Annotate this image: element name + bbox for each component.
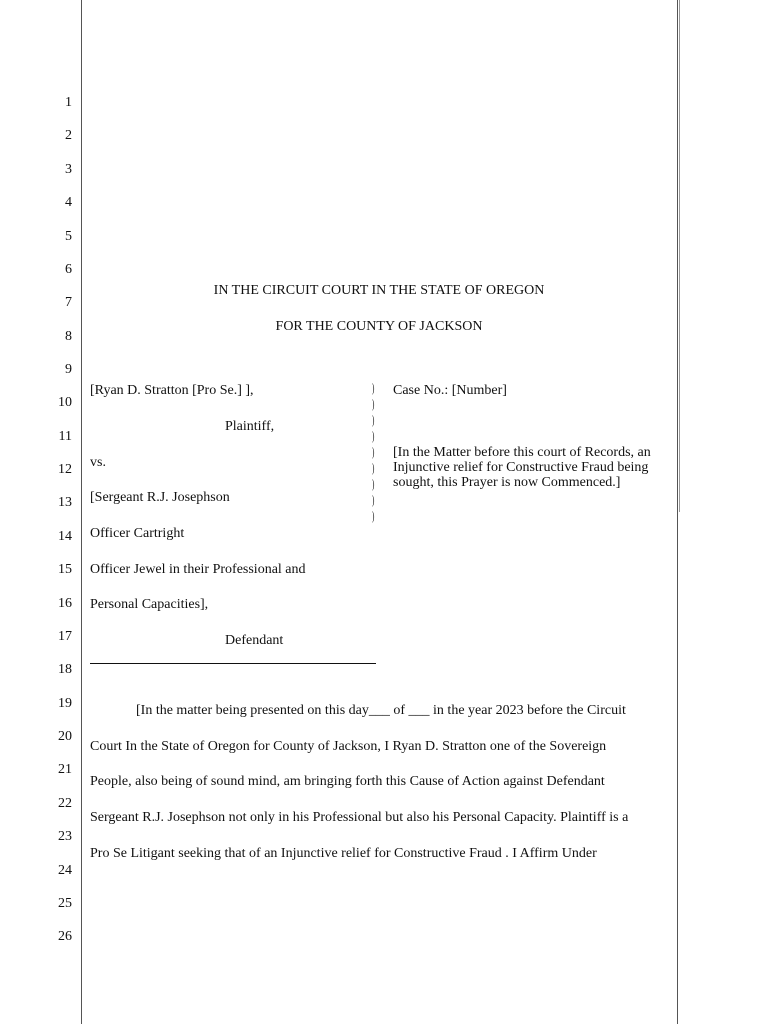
line-number: 22 [58, 796, 72, 811]
defendant-line: Personal Capacities], [90, 597, 209, 612]
line-number: 19 [58, 696, 72, 711]
line-number: 11 [58, 429, 72, 444]
line-number: 9 [65, 362, 72, 377]
line-number: 4 [65, 195, 72, 210]
line-number: 8 [65, 329, 72, 344]
line-number: 23 [58, 829, 72, 844]
line-number: 21 [58, 762, 72, 777]
line-number: 16 [58, 596, 72, 611]
line-number: 24 [58, 863, 72, 878]
versus-label: vs. [90, 455, 106, 470]
line-number: 12 [58, 462, 72, 477]
left-margin-rule [81, 0, 82, 1024]
matter-description: [In the Matter before this court of Records, an Injunctive relief for Constructive Fraud being sought, this Prayer is now Commenced.] [393, 445, 651, 490]
body-line: [In the matter being presented on this day___ of ___ in the year 2023 before the Circuit [136, 703, 626, 718]
body-line: Sergeant R.J. Josephson not only in his Professional but also his Personal Capacity. Plaintiff is a [90, 810, 629, 825]
line-number: 10 [58, 395, 72, 410]
line-number: 13 [58, 495, 72, 510]
line-number: 7 [65, 295, 72, 310]
right-margin-rule-secondary [679, 0, 680, 512]
defendant-line: [Sergeant R.J. Josephson [90, 490, 230, 505]
body-line: Court In the State of Oregon for County of Jackson, I Ryan D. Stratton one of the Sovereign [90, 739, 607, 754]
line-number: 3 [65, 162, 72, 177]
defendant-line: Officer Cartright [90, 526, 185, 541]
caption-underline [90, 663, 376, 664]
right-margin-rule [677, 0, 678, 1024]
line-number: 26 [58, 929, 72, 944]
body-line: People, also being of sound mind, am bringing forth this Cause of Action against Defendant [90, 774, 605, 789]
line-number: 2 [65, 128, 72, 143]
court-title: IN THE CIRCUIT COURT IN THE STATE OF OREGON [213, 283, 545, 298]
line-number: 18 [58, 662, 72, 677]
plaintiff-label: Plaintiff, [225, 419, 275, 434]
defendant-label: Defendant [225, 633, 284, 648]
line-number: 20 [58, 729, 72, 744]
line-number: 17 [58, 629, 72, 644]
line-number: 15 [58, 562, 72, 577]
plaintiff-name: [Ryan D. Stratton [Pro Se.] ], [90, 383, 254, 398]
line-number: 5 [65, 229, 72, 244]
line-number: 6 [65, 262, 72, 277]
line-number: 25 [58, 896, 72, 911]
line-number: 14 [58, 529, 72, 544]
case-number: Case No.: [Number] [393, 383, 507, 398]
defendant-line: Officer Jewel in their Professional and [90, 562, 306, 577]
body-line: Pro Se Litigant seeking that of an Injunctive relief for Constructive Fraud . I Affirm Under [90, 846, 597, 861]
line-number: 1 [65, 95, 72, 110]
court-county: FOR THE COUNTY OF JACKSON [275, 319, 483, 334]
